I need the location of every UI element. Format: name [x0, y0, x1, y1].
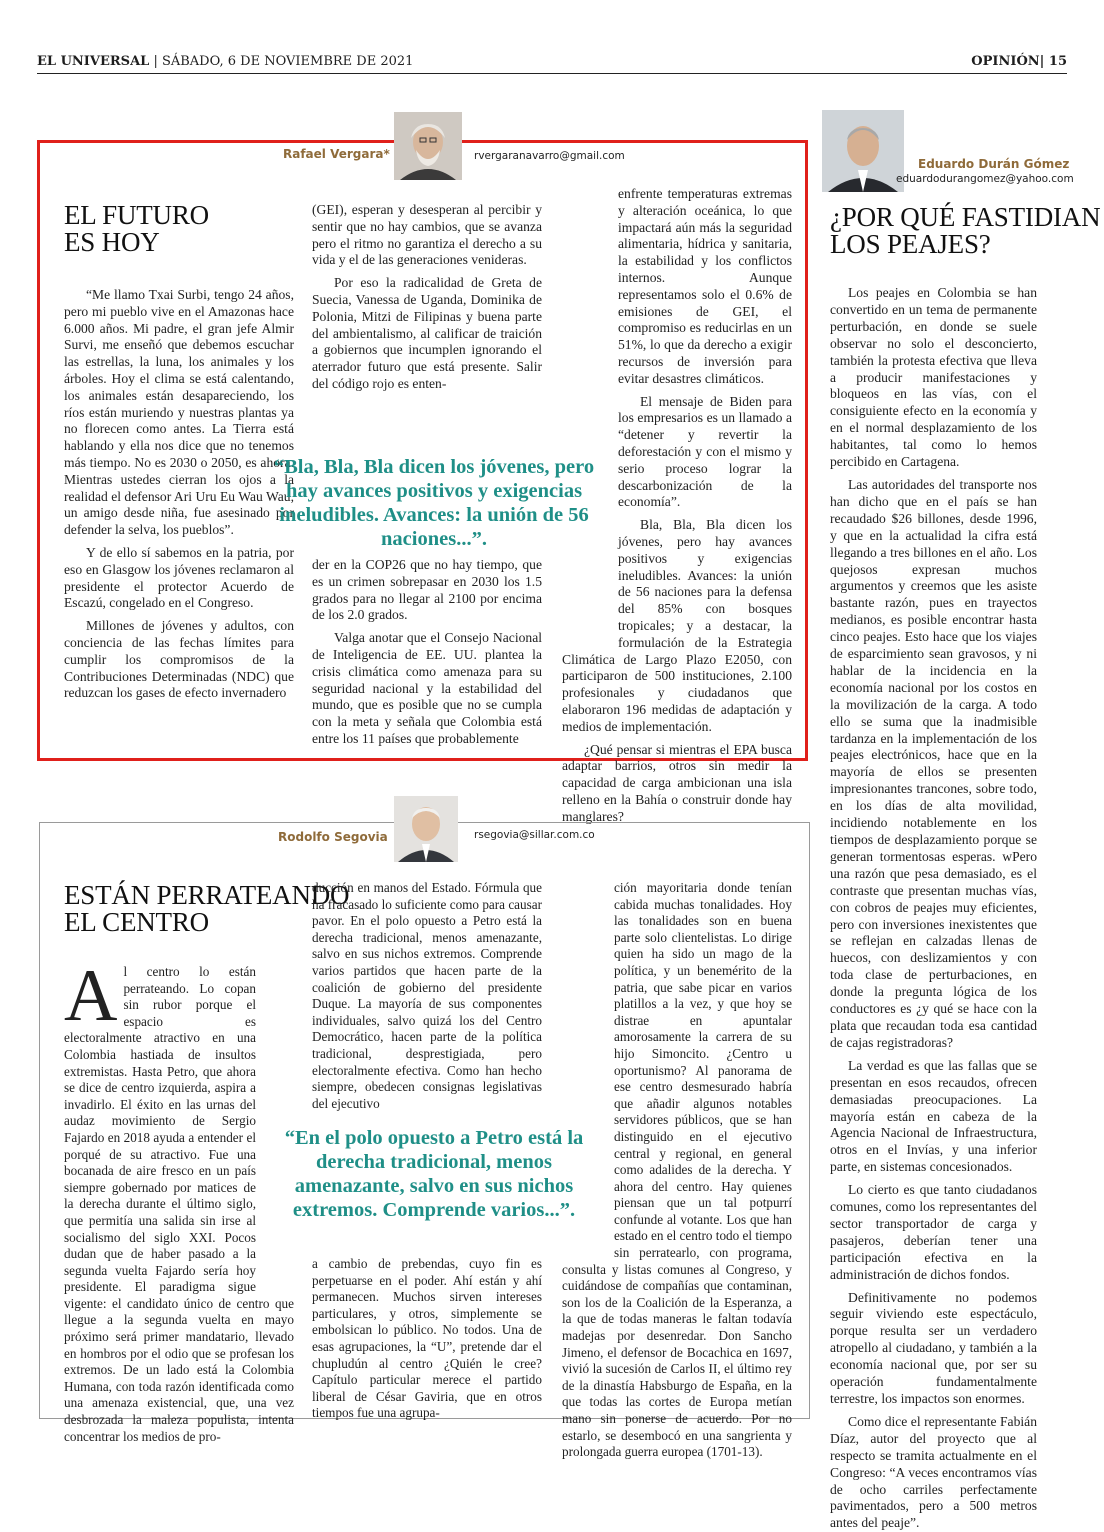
paragraph: Bla, Bla, Bla dicen los jóvenes, pero hay avances positivos y exigencias ineludibles. Avances: la unión de 56 naciones para la defensa del 85% con bosques tropicales; y a destacar, la formulación de la Estrategia Climática de Largo Plazo E2050, con participaron de 500 instituciones, 2.100 profesionales y ciudadanos que elaboraron 196 medidas de adaptación y medios de implementación.: [562, 517, 792, 734]
article2-pull-quote: “En el polo opuesto a Petro está la derecha tradicional, menos amenazante, salvo en sus nichos extremos. Comprende varios...”.: [284, 1127, 584, 1221]
article1-headline: EL FUTURO ES HOY: [64, 200, 209, 257]
paragraph: l centro lo están perrateando. Lo copan sin rubor porque el espacio es electoralmente atractivo en una Colombia hastiada de insultos extremistas. Hasta Petro, que ahora se dice de centro izquierda, aspira a invadirlo. El éxito en las urnas del audaz movimiento de Sergio Fajardo en 2018 ayuda a entender el porqué de su atractivo. Fue una bocanada de aire fresco en un país siempre gobernado por matices de la derecha durante el último siglo, que permitía una salida sin irse al socialismo del siglo XXI. Pocos dudan que de haber pasado a la segunda vuelta Fajardo sería hoy presidente. El paradigma sigue vigente: el candidato único de centro que llegue a la segunda vuelta en mayo próximo será primer mandatario, llevado en hombros por el odio que se profesan los extremos. De un lado está la Colombia Humana, con toda razón identificada como una amenaza existencial, que, una vez desbrozada la maleza populista, intenta concentrar los medios de pro-: [64, 964, 294, 1444]
paragraph: ción mayoritaria donde tenían cabida muchas tonalidades. Hoy las tonalidades son en buena parte solo clientelistas. Lo dirige quien ha sido un mago de la política, y un benemérito de la patria, que sabe picar en varios platillos a la vez, y que hoy se distrae en apuntalar amorosamente la carrera de su hijo Simoncito. ¿Centro u oportunismo? Al panorama de ese centro desmesurado habría que añadir algunos notables servidores públicos, que se han distinguido en el ejecutivo central y regional, en general como adalides de la derecha. Y ahora del centro. Hay quienes piensan que un tal potpurrí confunde al votante. Los que han estado en el centro todo el tiempo sin perratearlo, con programa, consulta y listas comunes al Congreso, y cuidándose de compañías que contaminan, son los de la Coalición de la Esperanza, a la que de todas maneras le faltan todavía madejas por desenredar. Don Sancho Jimeno, el defensor de Bocachica en 1697, vivió la sucesión de Carlos II, el último rey de la dinastía Habsburgo de España, en la que todas las cortes de Europa metían mano sin ponerse de acuerdo. Por no estarlo, se desembocó en una sangrienta y prolongada guerra europea (1701-13).: [562, 880, 792, 1460]
article3-headline: ¿POR QUÉ FASTIDIAN LOS PEAJES?: [830, 202, 1101, 259]
paragraph: Los peajes en Colombia se han convertido en un tema de permanente perturbación, en donde se suele observar no solo el desconcierto, también la protesta efectiva que lleva a producir manifestaciones y bloqueos en las vías, con el consiguiente efecto en la economía y en el normal desplazamiento de los habitantes, tal como lo hemos percibido en Cartagena.: [830, 285, 1037, 470]
article3-email: eduardodurangomez@yahoo.com: [896, 173, 1074, 185]
article3-author-photo: [822, 110, 904, 192]
article2-author-photo: [394, 796, 458, 862]
article1-column-2-bottom: [312, 557, 542, 747]
paragraph: a cambio de prebendas, cuyo fin es perpetuarse en el poder. Ahí están y ahí permanecen. Muchos sirven intereses particulares, y otros, simplemente se embolsican lo público. No todos. Una de esas agrupaciones, la “U”, pretende dar el chupludún al centro ¿Quién le cree? Capítulo particular merece el partido liberal de César Gaviria, que en otros tiempos fue una agrupa-: [312, 1256, 542, 1421]
paragraph: enfrente temperaturas extremas y alteración oceánica, lo que impactará aún más la seguridad alimentaria, hídrica y sanitaria, la estabilidad y los conflictos internos. Aunque representamos solo el 0.6% de emisiones de GEI, el compromiso es reducirlas en un 51%, lo que da derecho a exigir recursos de inversión para evitar desastres climáticos.: [618, 186, 792, 386]
article1-pull-quote: “Bla, Bla, Bla dicen los jóvenes, pero hay avances positivos y exigencias ineludibles. Avances: la unión de 56 naciones...”.: [273, 456, 595, 550]
article3-body: [830, 285, 1037, 1531]
article1-email: rvergaranavarro@gmail.com: [474, 150, 625, 162]
paragraph: Las autoridades del transporte nos han dicho que en el país se han recaudado $26 billones, desde 1996, y que en la actualidad la cifra está llegando a tres billones en el año. Los quejosos expresan muchos argumentos y creemos que les asiste bastante razón, pues en trayectos medianos, es posible encontrar hasta cinco peajes. Esto hace que los viajes de esparcimiento sean gravosos, y ni hablar de la incidencia en la economía nacional por los costos en la movilización de la carga. A todo ello se suma que la inadmisible tardanza en la implementación de los peajes electrónicos, hace que en la mayoría de ellos se presenten impresionantes trancones, sobre todo, en los días de alta movilidad, incidiendo notablemente en los tiempos de desplazamiento porque se generan tormentosas esperas. wPero una razón que pesa demasiado, es el contraste que presentan muchas vías, con cobros de peajes muy eficientes, pero con inversiones inexistentes que se reflejan en calzadas llenas de huecos, con deslizamientos y con toda clase de perturbaciones, en donde la pregunta lógica de los conductores es ¿y qué se hace con la plata que recaudan toda esa cantidad de cajas registradoras?: [830, 476, 1037, 1050]
paragraph: Y de ello sí sabemos en la patria, por eso en Glasgow los jóvenes reclamaron al presidente el protector Acuerdo de Escazú, congelado en el Congreso.: [64, 544, 294, 611]
article2-email: rsegovia@sillar.com.co: [474, 829, 595, 841]
paragraph: El mensaje de Biden para los empresarios es un llamado a “detener y revertir la deforestación y con el mismo y serio proceso lograr la descarbonización de la economía”.: [618, 393, 792, 510]
paragraph: der en la COP26 que no hay tiempo, que es un crimen sobrepasar en 2030 los 1.5 grados para no llegar al 2100 por encima de los 2.0 grados.: [312, 557, 542, 623]
article3-author: Eduardo Durán Gómez: [918, 157, 1070, 171]
section-page-number: OPINIÓN| 15: [971, 54, 1067, 69]
paragraph: “Me llamo Txai Surbi, tengo 24 años, pero mi pueblo vive en el Amazonas hace 6.000 años. Mi padre, el gran jefe Almir Survi, me enseñó que debemos escuchar las estrellas, la luna, los animales y los árboles. Hoy el clima se está calentando, los animales están desapareciendo, los ríos están muriendo y nuestras plantas ya no florecen como antes. La Tierra está hablando y ella nos dice que no tenemos más tiempo. No es 2030 o 2050, es ahora. Mientras ustedes cierran los ojos a la realidad el defensor Ari Uru Eu Wau Wau, un amigo desde niña, fue asesinado por defender la selva, los pueblos”.: [64, 287, 294, 538]
article2-column-2-bottom: [312, 1256, 542, 1421]
paragraph: Valga anotar que el Consejo Nacional de Inteligencia de EE. UU. plantea la crisis climática como amenaza para su seguridad nacional y la estabilidad del mundo, que es posible que no se cumpla con la meta y señala que Colombia está entre los 11 países que probablemente: [312, 630, 542, 746]
paragraph: ducción en manos del Estado. Fórmula que ha fracasado lo suficiente como para causar pavor. En el polo opuesto a Petro está la derecha tradicional, menos amenazante, salvo en sus nichos extremos. Comprende varios partidos que hacen parte de la coalición de gobierno del presidente Duque. La mayoría de sus componentes individuales, salvo quizá los del Centro Democrático, hacen parte de la política tradicional, desprestigiada, pero electoralmente efectiva. Como han hecho siempre, obedecen consignas legislativas del ejecutivo: [312, 880, 542, 1111]
article2-column-1: [64, 955, 294, 1444]
paragraph: Definitivamente no podemos seguir viviendo este espectáculo, porque resulta ser un verdadero atropello al ciudadano, y también a la economía nacional que, por ser su operación fundamentalmente terrestre, los impactos son enormes.: [830, 1289, 1037, 1406]
article1-column-2-top: [312, 202, 542, 424]
article1-column-3: [562, 186, 792, 824]
paragraph: La verdad es que las fallas que se presentan en esos recaudos, ofrecen demasiadas preocupaciones. La mayoría están en cabeza de la Agencia Nacional de Infraestructura, otros en el Invías, y una inferior parte, en sistemas concesionados.: [830, 1057, 1037, 1175]
paragraph: Como dice el representante Fabián Díaz, autor del proyecto que al respecto se tramita actualmente en el Congreso: “A veces encontramos vías de ocho carriles perfectamente pavimentados, pero a 500 metros antes del peaje”.: [830, 1413, 1037, 1531]
paragraph: Lo cierto es que tanto ciudadanos comunes, como los representantes del sector transportador de carga y pasajeros, deberían tener una participación efectiva en la administración de dichos fondos.: [830, 1182, 1037, 1282]
paragraph: ¿Qué pensar si mientras el EPA busca adaptar barrios, otros sin medir la capacidad de carga ambicionan una isla relleno en la Bahía o construir donde hay manglares?: [562, 741, 792, 824]
paragraph: (GEI), esperan y desesperan al percibir y sentir que no hay cambios, que se avanza pero el ritmo no garantiza el derecho a su vida y el de las generaciones venideras.: [312, 202, 542, 268]
paragraph: Por eso la radicalidad de Greta de Suecia, Vanessa de Uganda, Dominika de Polonia, Mitzi de Filipinas y buena parte del ambientalismo, al calificar de traición a gobiernos que incumplen ignorando el aterrador futuro que está presente. Salir del código rojo es enten-: [312, 275, 542, 391]
article1-column-1: [64, 287, 294, 747]
article2-headline: ESTÁN PERRATEANDO EL CENTRO: [64, 880, 350, 937]
newspaper-name: EL UNIVERSAL: [37, 54, 150, 69]
page-header: [37, 50, 1067, 74]
issue-date: | SÁBADO, 6 DE NOVIEMBRE DE 2021: [153, 54, 414, 69]
article1-author: Rafael Vergara*: [283, 147, 390, 161]
drop-cap: A: [64, 955, 118, 1037]
paragraph: Millones de jóvenes y adultos, con conciencia de las fechas límites para cumplir los compromisos de la Contribuciones Determinadas (NDC) que reduzcan los gases de efecto invernadero: [64, 618, 294, 701]
article2-column-3: [562, 880, 792, 1460]
article2-author: Rodolfo Segovia: [278, 830, 388, 844]
article1-author-photo: [394, 112, 462, 180]
article2-column-2-top: [312, 880, 542, 1111]
